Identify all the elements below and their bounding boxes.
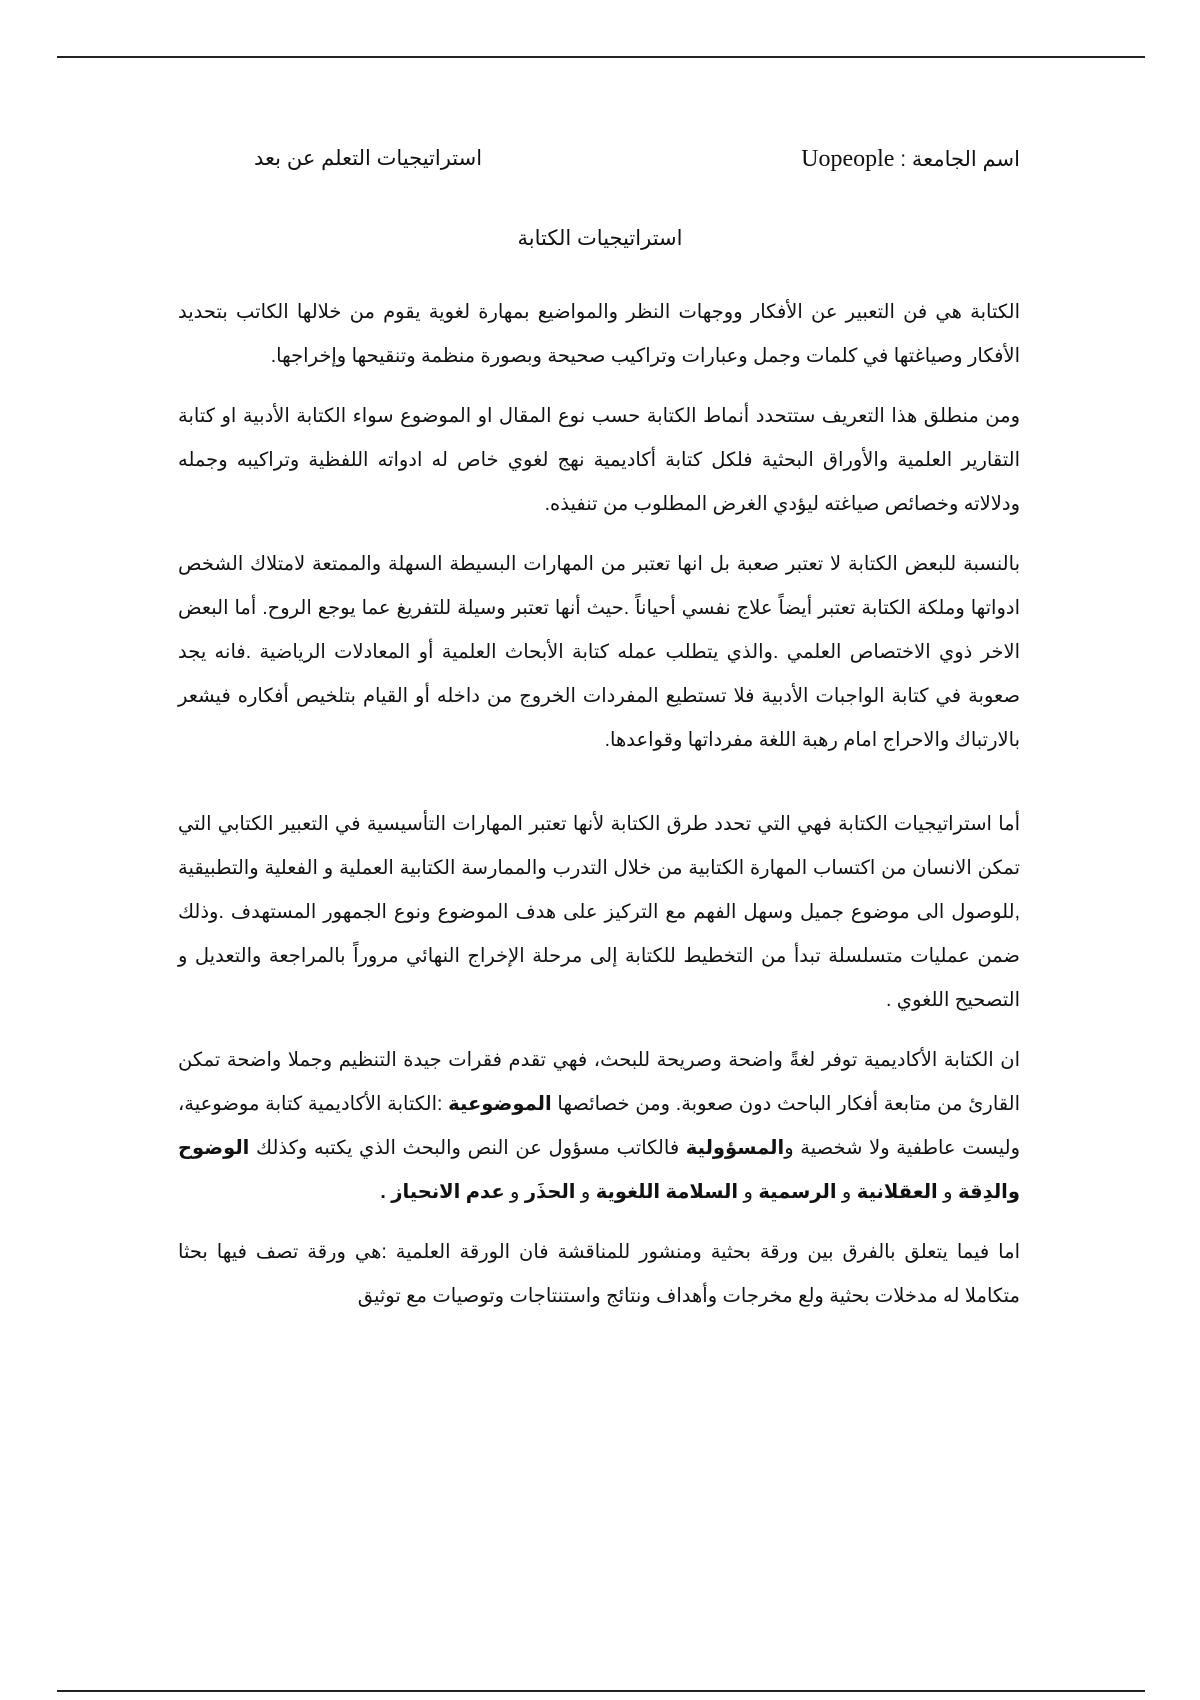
text-segment: و [504,1181,525,1203]
bold-term: الوضوح والدِقة [178,1137,1020,1203]
document-body [178,290,1020,1334]
text-segment: و [836,1181,857,1203]
text-segment: و [575,1181,596,1203]
university-line [801,146,1020,173]
paragraph-5 [178,1038,1020,1214]
document-title: استراتيجيات الكتابة [517,227,683,250]
text-segment: و [738,1181,759,1203]
bold-term: السلامة اللغوية [595,1181,739,1203]
course-title: استراتيجيات التعلم عن بعد [254,147,483,170]
bold-term: العقلانية [856,1181,938,1203]
text-segment: :الكتابة الأكاديمية كتابة موضوعية، وليست عاطفية ولا شخصية و [178,1093,1021,1159]
university-label: اسم الجامعة : [894,148,1020,171]
bold-term: الحذَر [524,1181,576,1203]
text-segment: ان الكتابة الأكاديمية توفر لغةً واضحة وصريحة للبحث، فهي تقدم فقرات جيدة التنظيم وجملا واضحة تمكن القارئ من متابعة أفكار الباحث دون صعوبة. ومن خصائصها [178,1049,1021,1115]
text-segment: و [937,1181,958,1203]
bottom-rule [57,1690,1145,1692]
paragraph-1: الكتابة هي فن التعبير عن الأفكار ووجهات النظر والمواضيع بمهارة لغوية يقوم من خلالها الكاتب بتحديد الأفكار وصياغتها في كلمات وجمل وعبارات وتراكيب صحيحة وبصورة منظمة وتنقيحها وإخراجها. [178,301,1020,367]
university-name: Uopeople [801,146,895,172]
paragraph-3: بالنسبة للبعض الكتابة لا تعتبر صعبة بل انها تعتبر من المهارات البسيطة السهلة والممتعة لامتلاك الشخص ادواتها وملكة الكتابة تعتبر أيضاً علاج نفسي أحياناً .حيث أنها تعتبر وسيلة للتفريغ عما يوجع الروح. أما البعض الاخر ذوي الاختصاص العلمي .والذي يتطلب عمله كتابة الأبحاث العلمية أو المعادلات الرياضية .فانه يجد صعوبة في كتابة الواجبات الأدبية فلا تستطيع المفردات الخروج من داخله أو القيام بتلخيص أفكاره فيشعر بالارتباك والاحراج امام رهبة اللغة مفرداتها وقواعدها. [178,553,1020,751]
document-header [250,146,1020,178]
top-rule [57,56,1145,58]
text-segment: فالكاتب مسؤول عن النص والبحث الذي يكتبه وكذلك [249,1137,686,1159]
paragraph-4: أما استراتيجيات الكتابة فهي التي تحدد طرق الكتابة لأنها تعتبر المهارات التأسيسية في التعبير الكتابي التي تمكن الانسان من اكتساب المهارة الكتابية من خلال التدرب والممارسة الكتابية العملية و الفعلية والتطبيقية ,للوصول الى موضوع جميل وسهل الفهم مع التركيز على هدف الموضوع ونوع الجمهور المستهدف .وذلك ضمن عمليات متسلسلة تبدأ من التخطيط للكتابة إلى مرحلة الإخراج النهائي مروراً بالمراجعة والتعديل و التصحيح اللغوي . [178,813,1020,1011]
bold-term: عدم الانحياز . [380,1181,505,1203]
bold-term: الموضوعية [448,1093,552,1115]
paragraph-2: ومن منطلق هذا التعريف ستتحدد أنماط الكتابة حسب نوع المقال او الموضوع سواء الكتابة الأدبية او كتابة التقارير العلمية والأوراق البحثية فلكل كتابة أكاديمية نهج لغوي خاص له ادواته اللفظية وتراكيبه وجمله ودلالاته وخصائص صياغته ليؤدي الغرض المطلوب من تنفيذه. [178,405,1020,515]
bold-term: المسؤولية [685,1137,785,1159]
paragraph-6: اما فيما يتعلق بالفرق بين ورقة بحثية ومنشور للمناقشة فان الورقة العلمية :هي ورقة تصف فيها بحثا متكاملا له مدخلات بحثية ولع مخرجات وأهداف ونتائج واستنتاجات وتوصيات مع توثيق [178,1241,1020,1307]
bold-term: الرسمية [758,1181,837,1203]
